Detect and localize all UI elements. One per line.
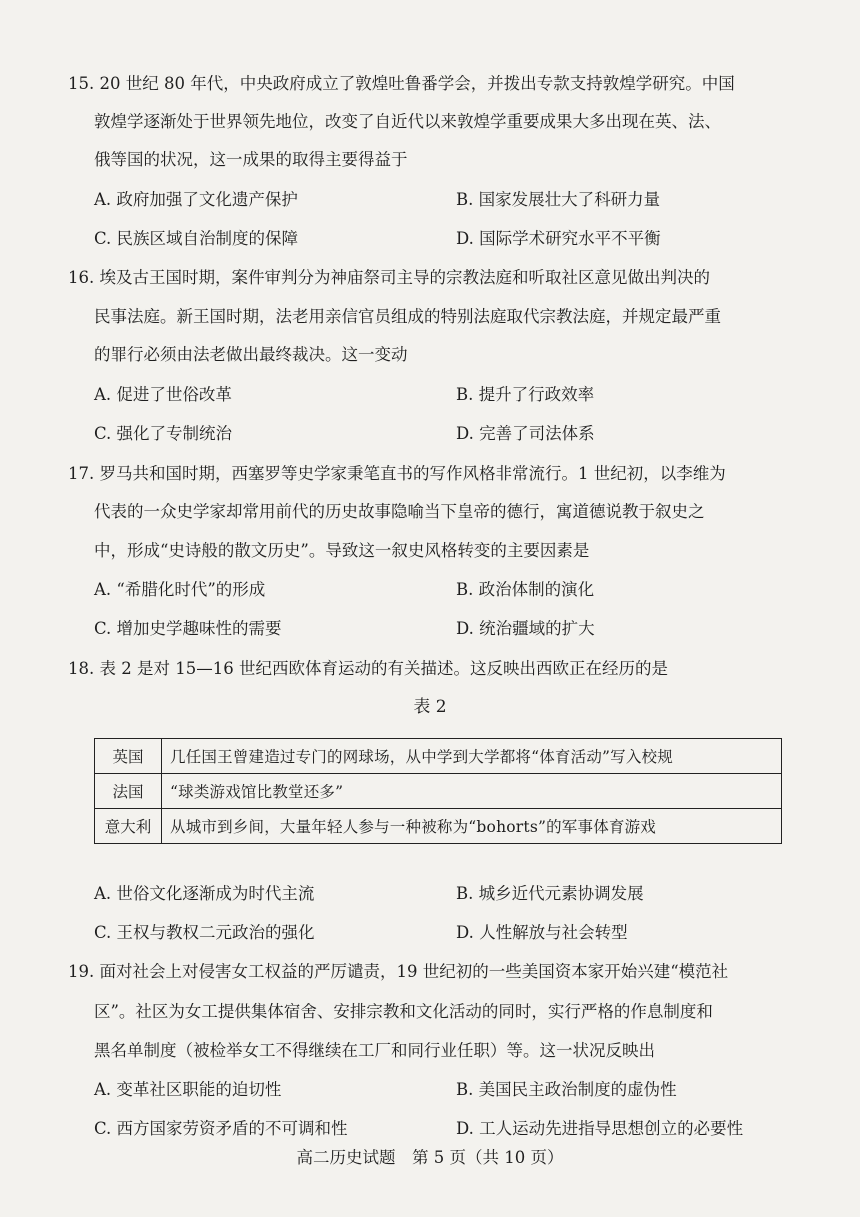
question-16-option-a[interactable]: A. 促进了世俗改革 — [94, 385, 232, 404]
question-15-option-d[interactable]: D. 国际学术研究水平不平衡 — [456, 229, 661, 248]
question-17-option-d[interactable]: D. 统治疆域的扩大 — [456, 619, 595, 638]
question-16-stem-line-2: 民事法庭。新王国时期，法老用亲信官员组成的特别法庭取代宗教法庭，并规定最严重 — [94, 307, 721, 326]
question-16-stem-line-3: 的罪行必须由法老做出最终裁决。这一变动 — [94, 345, 408, 364]
question-19-option-a[interactable]: A. 变革社区职能的迫切性 — [94, 1080, 282, 1099]
question-19-stem-line-3: 黑名单制度（被检举女工不得继续在工厂和同行业任职）等。这一状况反映出 — [94, 1041, 655, 1060]
question-15-stem-line-1: 15. 20 世纪 80 年代，中央政府成立了敦煌吐鲁番学会，并拨出专款支持敦煌学研究。中国 — [68, 74, 735, 93]
question-15-option-a[interactable]: A. 政府加强了文化遗产保护 — [94, 190, 298, 209]
sports-table — [94, 738, 782, 844]
table-row — [95, 739, 782, 774]
table-cell-country: 法国 — [95, 774, 162, 809]
question-19-option-c[interactable]: C. 西方国家劳资矛盾的不可调和性 — [94, 1119, 348, 1138]
table-cell-country: 意大利 — [95, 809, 162, 844]
question-19-option-b[interactable]: B. 美国民主政治制度的虚伪性 — [456, 1080, 677, 1099]
table-row — [95, 809, 782, 844]
table-cell-description: 从城市到乡间，大量年轻人参与一种被称为“bohorts”的军事体育游戏 — [162, 809, 782, 844]
question-15-stem-line-2: 敦煌学逐渐处于世界领先地位，改变了自近代以来敦煌学重要成果大多出现在英、法、 — [94, 112, 721, 131]
question-17-option-c[interactable]: C. 增加史学趣味性的需要 — [94, 619, 282, 638]
question-17-option-a[interactable]: A. “希腊化时代”的形成 — [94, 580, 266, 599]
question-18-option-a[interactable]: A. 世俗文化逐渐成为时代主流 — [94, 884, 315, 903]
question-15-option-b[interactable]: B. 国家发展壮大了科研力量 — [456, 190, 661, 209]
question-16-option-b[interactable]: B. 提升了行政效率 — [456, 385, 595, 404]
page-footer: 高二历史试题 第 5 页（共 10 页） — [296, 1148, 564, 1167]
question-16-option-c[interactable]: C. 强化了专制统治 — [94, 424, 233, 443]
question-16-option-d[interactable]: D. 完善了司法体系 — [456, 424, 595, 443]
table-row — [95, 774, 782, 809]
question-16-stem-line-1: 16. 埃及古王国时期，案件审判分为神庙祭司主导的宗教法庭和听取社区意见做出判决的 — [68, 268, 710, 287]
question-17-option-b[interactable]: B. 政治体制的演化 — [456, 580, 595, 599]
question-18-option-d[interactable]: D. 人性解放与社会转型 — [456, 923, 628, 942]
question-19-stem-line-1: 19. 面对社会上对侵害女工权益的严厉谴责，19 世纪初的一些美国资本家开始兴建“模范社 — [68, 962, 729, 981]
question-15-option-c[interactable]: C. 民族区域自治制度的保障 — [94, 229, 299, 248]
table-cell-description: 几任国王曾建造过专门的网球场，从中学到大学都将“体育活动”写入校规 — [162, 739, 782, 774]
question-18-option-b[interactable]: B. 城乡近代元素协调发展 — [456, 884, 644, 903]
question-15-stem-line-3: 俄等国的状况，这一成果的取得主要得益于 — [94, 150, 408, 169]
question-17-stem-line-3: 中，形成“史诗般的散文历史”。导致这一叙史风格转变的主要因素是 — [94, 541, 590, 560]
question-19-stem-line-2: 区”。社区为女工提供集体宿舍、安排宗教和文化活动的同时，实行严格的作息制度和 — [94, 1002, 713, 1021]
question-18-option-c[interactable]: C. 王权与教权二元政治的强化 — [94, 923, 315, 942]
question-19-option-d[interactable]: D. 工人运动先进指导思想创立的必要性 — [456, 1119, 744, 1138]
table-cell-description: “球类游戏馆比教堂还多” — [162, 774, 782, 809]
question-17-stem-line-2: 代表的一众史学家却常用前代的历史故事隐喻当下皇帝的德行，寓道德说教于叙史之 — [94, 502, 705, 521]
table-cell-country: 英国 — [95, 739, 162, 774]
question-17-stem-line-1: 17. 罗马共和国时期，西塞罗等史学家秉笔直书的写作风格非常流行。1 世纪初，以李维为 — [68, 464, 726, 483]
question-18-stem-line-1: 18. 表 2 是对 15—16 世纪西欧体育运动的有关描述。这反映出西欧正在经历的是 — [68, 659, 668, 678]
table-title: 表 2 — [413, 697, 447, 717]
